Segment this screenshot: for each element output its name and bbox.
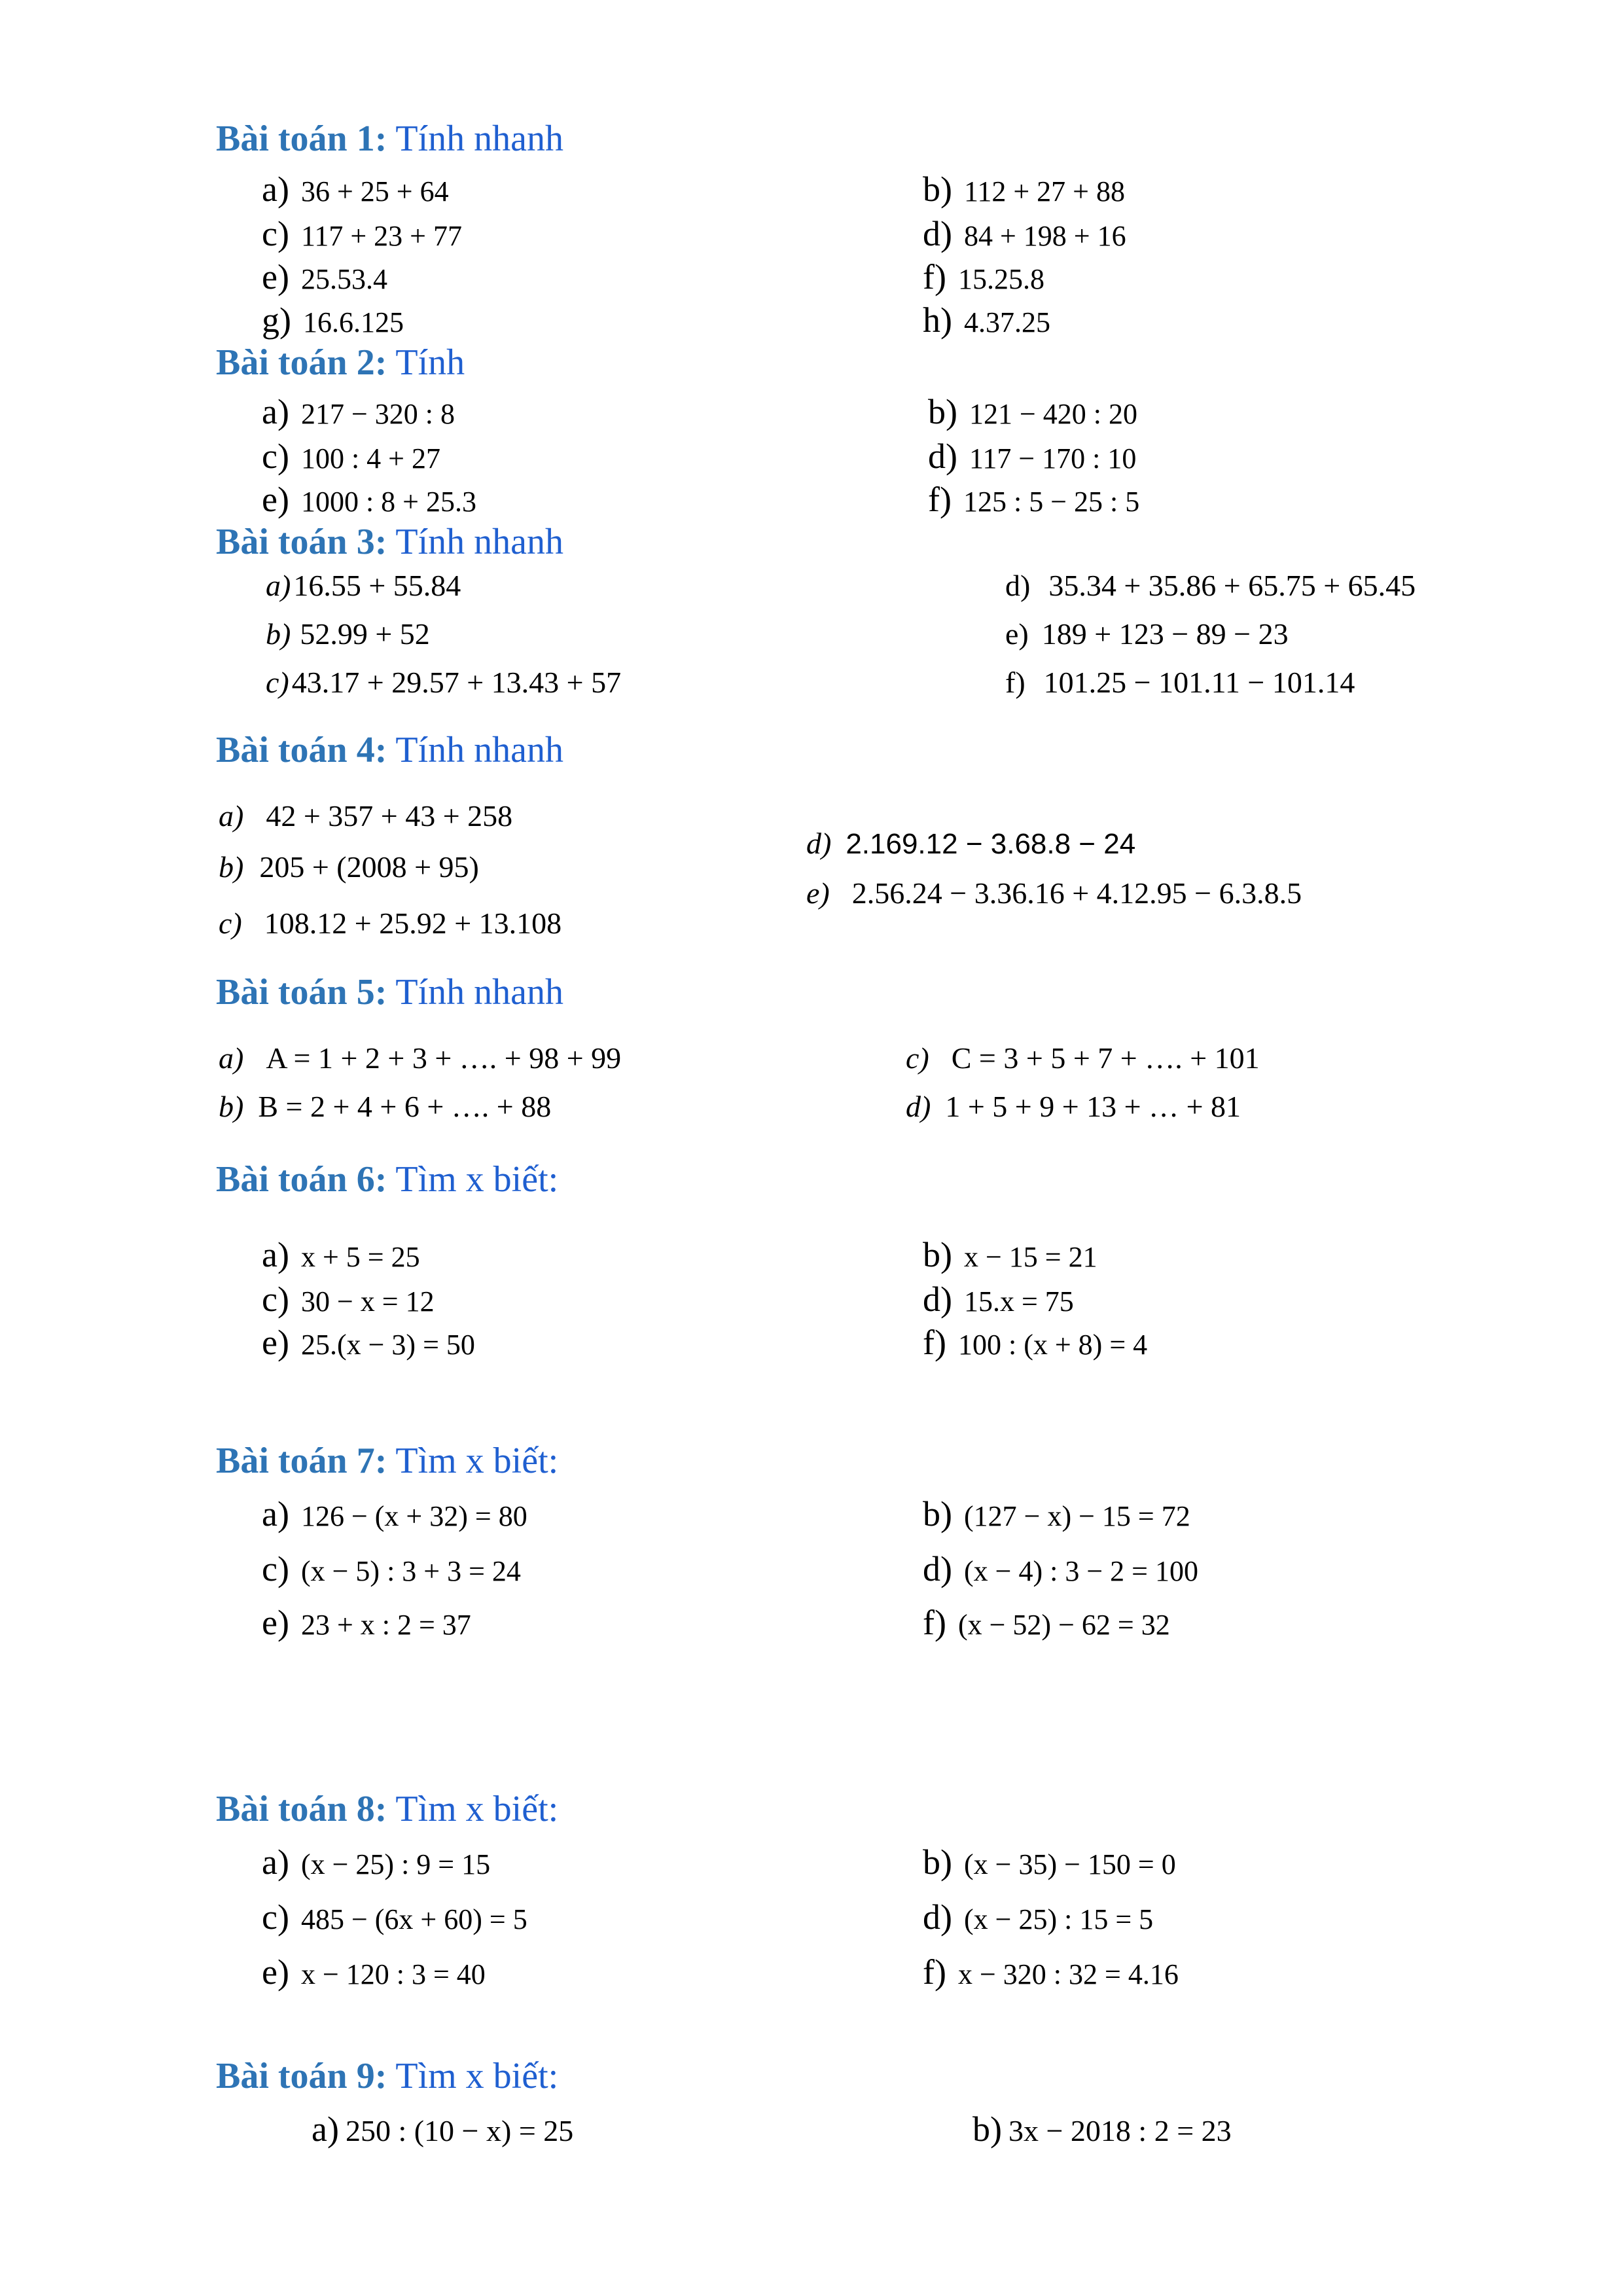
exercise-item <box>972 2111 1232 2147</box>
item-label: b) <box>923 1494 952 1534</box>
item-expression: 25.(x − 3) = 50 <box>300 1329 475 1361</box>
exercise-item <box>923 1605 1170 1640</box>
item-expression: (x − 4) : 3 − 2 = 100 <box>963 1555 1198 1587</box>
item-expression: 36 + 25 + 64 <box>300 175 449 207</box>
exercise-item <box>262 171 449 207</box>
exercise-item <box>312 2111 573 2147</box>
item-expression: 43.17 + 29.57 + 13.43 + 57 <box>291 666 622 699</box>
exercise-item <box>219 1092 551 1122</box>
item-label: a) <box>262 1235 289 1274</box>
item-expression: 117 − 170 : 10 <box>969 442 1137 475</box>
item-expression: 1000 : 8 + 25.3 <box>300 486 476 518</box>
problem-number: Bài toán 3: <box>216 522 387 562</box>
problem-title: Tính nhanh <box>395 522 563 562</box>
item-label: d) <box>923 1280 952 1319</box>
item-label: b) <box>923 1842 952 1882</box>
problem-9-heading <box>216 2058 558 2094</box>
problem-number: Bài toán 7: <box>216 1441 387 1481</box>
item-label: f) <box>923 1603 946 1642</box>
problem-number: Bài toán 1: <box>216 118 387 159</box>
exercise-item <box>262 259 387 295</box>
item-expression: 125 : 5 − 25 : 5 <box>963 486 1140 518</box>
problem-number: Bài toán 9: <box>216 2056 387 2096</box>
item-label: d) <box>806 827 832 860</box>
item-label: d) <box>928 437 957 476</box>
item-label: f) <box>923 1952 946 1992</box>
item-label: d) <box>923 214 952 253</box>
exercise-item <box>262 439 440 474</box>
problem-title: Tìm x biết: <box>395 1159 559 1200</box>
exercise-item <box>923 1551 1198 1587</box>
exercise-item <box>923 259 1044 295</box>
problem-title: Tính nhanh <box>395 730 563 770</box>
item-expression: 189 + 123 − 89 − 23 <box>1041 617 1289 651</box>
item-expression: (x − 25) : 9 = 15 <box>300 1848 491 1880</box>
item-expression: 15.x = 75 <box>963 1285 1074 1318</box>
item-label: f) <box>923 257 946 296</box>
problem-2-heading <box>216 344 465 381</box>
problem-title: Tính nhanh <box>395 972 563 1013</box>
problem-title: Tính nhanh <box>395 118 563 159</box>
item-expression: (x − 52) − 62 = 32 <box>957 1609 1170 1641</box>
item-expression: (127 − x) − 15 = 72 <box>963 1500 1190 1532</box>
item-expression: 108.12 + 25.92 + 13.108 <box>264 906 562 940</box>
item-label: b) <box>923 1235 952 1274</box>
item-expression: x − 120 : 3 = 40 <box>300 1958 486 1990</box>
item-label: a) <box>219 1041 244 1075</box>
exercise-item <box>266 668 621 698</box>
exercise-item <box>262 482 476 517</box>
item-expression: A = 1 + 2 + 3 + …. + 98 + 99 <box>266 1041 622 1075</box>
problem-number: Bài toán 5: <box>216 972 387 1013</box>
item-label: a) <box>219 799 244 833</box>
exercise-item <box>923 1496 1190 1532</box>
exercise-item <box>906 1043 1260 1073</box>
item-expression: 2.169.12 − 3.68.8 − 24 <box>846 828 1136 860</box>
exercise-item <box>262 1954 486 1990</box>
item-expression: 217 − 320 : 8 <box>300 398 455 430</box>
item-label: a) <box>266 569 291 602</box>
item-label: f) <box>923 1323 946 1362</box>
problem-number: Bài toán 8: <box>216 1789 387 1829</box>
item-expression: 30 − x = 12 <box>300 1285 435 1318</box>
item-expression: 16.6.125 <box>302 306 404 338</box>
item-label: d) <box>906 1090 931 1123</box>
problem-3-heading <box>216 524 563 560</box>
item-expression: 100 : 4 + 27 <box>300 442 440 475</box>
exercise-item <box>262 302 404 338</box>
item-expression: 121 − 420 : 20 <box>969 398 1138 430</box>
item-expression: 101.25 − 101.11 − 101.14 <box>1043 666 1355 699</box>
exercise-item <box>1005 668 1355 698</box>
item-label: f) <box>1005 666 1026 699</box>
item-expression: 117 + 23 + 77 <box>300 220 462 252</box>
exercise-item <box>262 1237 420 1272</box>
exercise-item <box>806 829 1135 859</box>
item-expression: C = 3 + 5 + 7 + …. + 101 <box>951 1041 1260 1075</box>
problem-title: Tìm x biết: <box>395 1789 559 1829</box>
exercise-item <box>923 1282 1074 1317</box>
exercise-item <box>923 1954 1179 1990</box>
item-label: e) <box>262 1952 289 1992</box>
item-label: f) <box>928 480 952 519</box>
item-expression: x − 15 = 21 <box>963 1241 1097 1273</box>
exercise-item <box>262 1605 471 1640</box>
item-expression: (x − 5) : 3 + 3 = 24 <box>300 1555 521 1587</box>
item-label: e) <box>262 257 289 296</box>
problem-5-heading <box>216 974 563 1011</box>
exercise-item <box>262 1844 490 1880</box>
exercise-item <box>923 302 1050 338</box>
exercise-item <box>262 1496 527 1532</box>
item-expression: 52.99 + 52 <box>300 617 430 651</box>
item-label: b) <box>923 170 952 209</box>
problem-7-heading <box>216 1443 558 1479</box>
item-label: b) <box>219 850 244 884</box>
item-label: e) <box>262 1603 289 1642</box>
exercise-item <box>923 171 1125 207</box>
item-label: a) <box>262 392 289 431</box>
item-expression: x + 5 = 25 <box>300 1241 420 1273</box>
item-label: a) <box>262 170 289 209</box>
item-label: b) <box>928 392 957 431</box>
item-label: c) <box>262 1280 289 1319</box>
item-label: c) <box>262 437 289 476</box>
problem-title: Tìm x biết: <box>395 1441 559 1481</box>
exercise-item <box>262 216 462 251</box>
item-label: e) <box>262 480 289 519</box>
exercise-item <box>219 1043 621 1073</box>
exercise-item <box>266 619 430 649</box>
item-label: c) <box>262 1549 289 1588</box>
item-label: c) <box>266 666 289 699</box>
exercise-item <box>262 1551 521 1587</box>
item-expression: 3x − 2018 : 2 = 23 <box>1008 2114 1232 2147</box>
item-label: c) <box>262 1897 289 1937</box>
item-label: a) <box>262 1842 289 1882</box>
item-label: b) <box>266 617 291 651</box>
exercise-item <box>923 1844 1176 1880</box>
item-expression: 250 : (10 − x) = 25 <box>345 2114 574 2147</box>
exercise-item <box>219 852 479 882</box>
exercise-item <box>262 1325 475 1360</box>
item-expression: 485 − (6x + 60) = 5 <box>300 1903 527 1935</box>
exercise-item <box>266 571 461 601</box>
item-expression: 100 : (x + 8) = 4 <box>957 1329 1148 1361</box>
item-label: d) <box>923 1549 952 1588</box>
exercise-item <box>262 1899 527 1935</box>
exercise-item <box>262 394 455 429</box>
problem-6-heading <box>216 1161 558 1198</box>
item-expression: (x − 25) : 15 = 5 <box>963 1903 1154 1935</box>
item-expression: 205 + (2008 + 95) <box>259 850 479 884</box>
exercise-item <box>806 878 1302 908</box>
item-label: a) <box>262 1494 289 1534</box>
item-label: d) <box>923 1897 952 1937</box>
item-label: h) <box>923 300 952 340</box>
exercise-item <box>923 1899 1153 1935</box>
problem-8-heading <box>216 1791 558 1827</box>
item-label: a) <box>312 2109 339 2149</box>
item-expression: 84 + 198 + 16 <box>963 220 1126 252</box>
exercise-item <box>923 216 1126 251</box>
problem-number: Bài toán 2: <box>216 342 387 383</box>
problem-title: Tính <box>395 342 465 383</box>
item-expression: 23 + x : 2 = 37 <box>300 1609 471 1641</box>
item-label: c) <box>219 906 242 940</box>
exercise-item <box>906 1092 1241 1122</box>
item-label: e) <box>806 876 830 910</box>
exercise-item <box>928 394 1137 429</box>
item-label: e) <box>1005 617 1029 651</box>
problem-1-heading <box>216 120 563 157</box>
exercise-item <box>262 1282 435 1317</box>
problem-number: Bài toán 6: <box>216 1159 387 1200</box>
item-label: e) <box>262 1323 289 1362</box>
problem-title: Tìm x biết: <box>395 2056 559 2096</box>
item-label: b) <box>219 1090 244 1123</box>
item-expression: 1 + 5 + 9 + 13 + … + 81 <box>945 1090 1241 1123</box>
item-label: c) <box>906 1041 929 1075</box>
exercise-item <box>219 801 512 831</box>
item-expression: 126 − (x + 32) = 80 <box>300 1500 527 1532</box>
exercise-item <box>1005 571 1416 601</box>
item-expression: 15.25.8 <box>957 263 1044 295</box>
item-expression: 2.56.24 − 3.36.16 + 4.12.95 − 6.3.8.5 <box>851 876 1302 910</box>
item-expression: x − 320 : 32 = 4.16 <box>957 1958 1179 1990</box>
exercise-item <box>928 482 1139 517</box>
item-expression: 4.37.25 <box>963 306 1050 338</box>
item-label: b) <box>972 2109 1002 2149</box>
exercise-item <box>219 908 562 939</box>
item-expression: 112 + 27 + 88 <box>963 175 1125 207</box>
exercise-item <box>928 439 1136 474</box>
problem-4-heading <box>216 732 563 768</box>
item-label: c) <box>262 214 289 253</box>
exercise-item <box>923 1325 1147 1360</box>
exercise-item <box>1005 619 1289 649</box>
problem-number: Bài toán 4: <box>216 730 387 770</box>
item-expression: B = 2 + 4 + 6 + …. + 88 <box>258 1090 552 1123</box>
item-label: d) <box>1005 569 1031 602</box>
item-expression: (x − 35) − 150 = 0 <box>963 1848 1176 1880</box>
item-expression: 42 + 357 + 43 + 258 <box>266 799 513 833</box>
item-label: g) <box>262 300 291 340</box>
exercise-item <box>923 1237 1097 1272</box>
item-expression: 35.34 + 35.86 + 65.75 + 65.45 <box>1048 569 1416 602</box>
item-expression: 16.55 + 55.84 <box>293 569 461 602</box>
item-expression: 25.53.4 <box>300 263 387 295</box>
